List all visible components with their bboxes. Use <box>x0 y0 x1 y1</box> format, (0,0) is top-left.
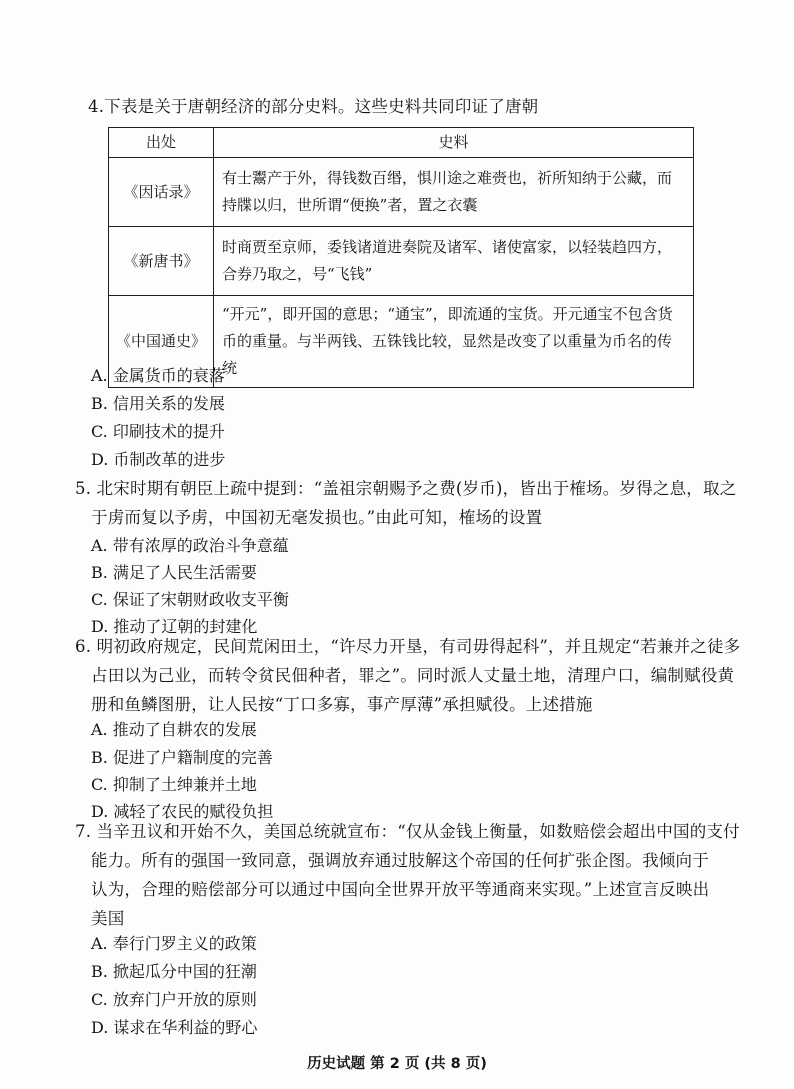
question-7-stem-line-2: 能力。所有的强国一致同意，强调放弃通过肢解这个帝国的任何扩张企图。我倾向于 <box>91 851 709 870</box>
question-6-stem-line-1: 6. 明初政府规定，民间荒闲田土，“许尽力开垦，有司毋得起科”，并且规定“若兼并之徒多 <box>75 637 741 656</box>
question-7-stem-line-3: 认为，合理的赔偿部分可以通过中国向全世界开放平等通商来实现。”上述宣言反映出 <box>91 880 710 899</box>
question-5-option-c: C. 保证了宋朝财政收支平衡 <box>91 590 289 609</box>
question-5-option-a: A. 带有浓厚的政治斗争意蕴 <box>91 536 289 555</box>
table-cell-text: 有士鬻产于外，得钱数百缗，惧川途之难赍也，祈所知纳于公藏，而持牒以归，世所谓“便换”者，置之衣囊 <box>214 158 694 227</box>
question-6-option-a: A. 推动了自耕农的发展 <box>91 720 257 739</box>
table-cell-source: 《因话录》 <box>109 158 214 227</box>
question-5-option-b: B. 满足了人民生活需要 <box>91 563 257 582</box>
question-6-option-b: B. 促进了户籍制度的完善 <box>91 748 273 767</box>
table-header-row <box>109 128 694 158</box>
question-7-option-b: B. 掀起瓜分中国的狂潮 <box>91 962 257 981</box>
table-row <box>109 158 694 227</box>
question-4-option-b: B. 信用关系的发展 <box>91 394 225 413</box>
question-6-option-d: D. 减轻了农民的赋役负担 <box>91 802 274 821</box>
table-cell-source: 《中国通史》 <box>109 296 214 388</box>
question-5-stem-line-2: 于虏而复以予虏，中国初无毫发损也。”由此可知，榷场的设置 <box>91 508 543 527</box>
question-6-option-c: C. 抑制了土绅兼并土地 <box>91 775 257 794</box>
question-7-stem-line-1: 7. 当辛丑议和开始不久，美国总统就宣布：“仅从金钱上衡量，如数赔偿会超出中国的支付 <box>75 822 740 841</box>
question-5-option-d: D. 推动了辽朝的封建化 <box>91 617 258 636</box>
question-6-stem-line-3: 册和鱼鳞图册，让人民按“丁口多寡，事产厚薄”承担赋役。上述措施 <box>91 695 593 714</box>
question-4-option-d: D. 币制改革的进步 <box>91 450 226 469</box>
question-7-option-a: A. 奉行门罗主义的政策 <box>91 934 257 953</box>
question-7-option-d: D. 谋求在华利益的野心 <box>91 1018 258 1037</box>
table-cell-text: “开元”，即开国的意思；“通宝”，即流通的宝货。开元通宝不包含货币的重量。与半两钱、五铢钱比较，显然是改变了以重量为币名的传统 <box>214 296 694 388</box>
table-header-text: 史料 <box>214 128 694 158</box>
question-7-option-c: C. 放弃门户开放的原则 <box>91 990 257 1009</box>
page-footer: 历史试题 第 2 页 (共 8 页) <box>307 1056 487 1072</box>
source-table <box>108 127 694 388</box>
question-5-stem-line-1: 5. 北宋时期有朝臣上疏中提到：“盖祖宗朝赐予之费(岁币)，皆出于榷场。岁得之息，取之 <box>75 479 737 498</box>
question-7-stem-line-4: 美国 <box>91 909 125 928</box>
table-header-source: 出处 <box>109 128 214 158</box>
table-cell-source: 《新唐书》 <box>109 227 214 296</box>
question-6-stem-line-2: 占田以为己业，而转令贫民佃种者，罪之”。同时派人丈量土地，清理户口，编制赋役黄 <box>91 666 735 685</box>
table-row <box>109 227 694 296</box>
question-4-option-a: A. 金属货币的衰落 <box>91 366 225 385</box>
question-4-option-c: C. 印刷技术的提升 <box>91 422 225 441</box>
table-cell-text: 时商贾至京师，委钱诸道进奏院及诸军、诸使富家，以轻装趋四方，合券乃取之，号“飞钱” <box>214 227 694 296</box>
question-4-stem: 4.下表是关于唐朝经济的部分史料。这些史料共同印证了唐朝 <box>88 97 539 116</box>
